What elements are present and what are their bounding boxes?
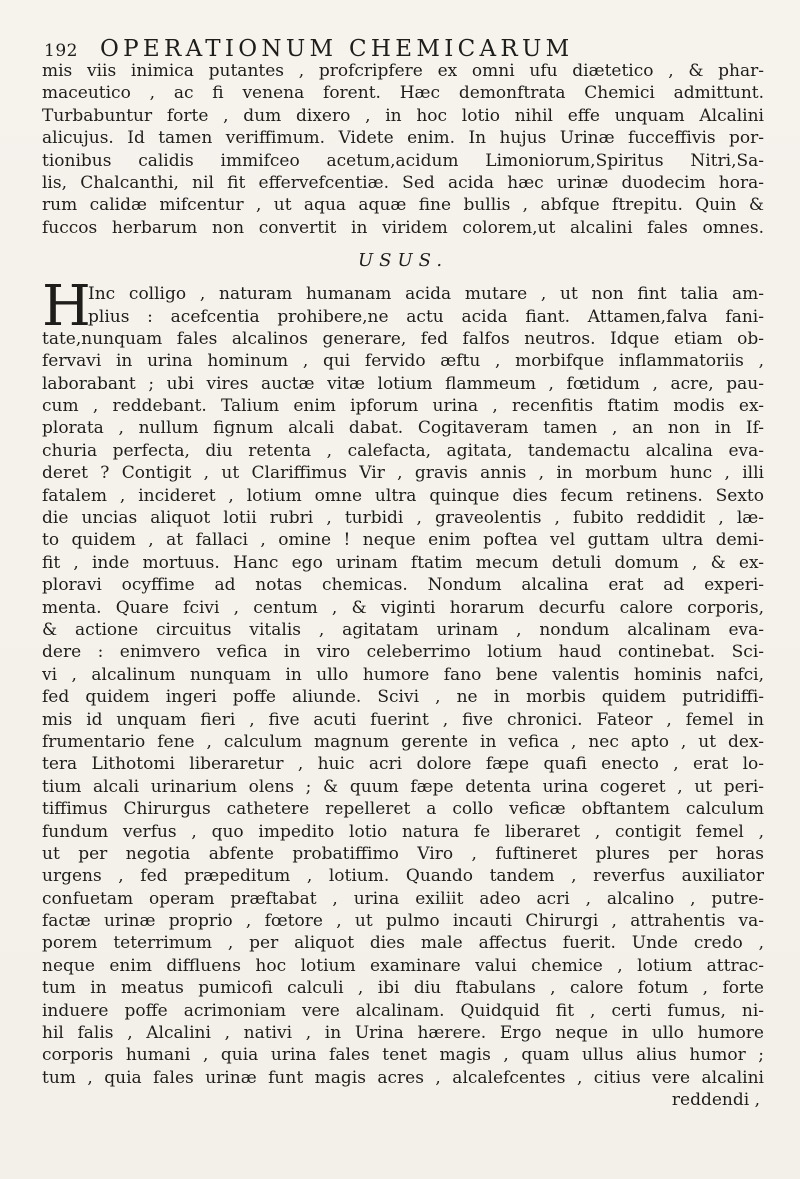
page-number: 192 (44, 41, 78, 61)
text-line: tium alcali urinarium olens ; & quum fæpe detenta urina cogeret , ut peri- (42, 776, 764, 797)
usus-lines (42, 274, 764, 1089)
text-line: vi , alcalinum nunquam in ullo humore fano bene valentis hominis nafci, (42, 664, 764, 685)
text-line: ut per negotia abfente probatiffimo Viro , fuftineret plures per horas (42, 843, 764, 864)
text-line: & actione circuitus vitalis , agitatam urinam , nondum alcalinam eva- (42, 619, 764, 640)
usus-paragraph (42, 274, 764, 1089)
text-line: cum , reddebant. Talium enim ipforum urina , recenfitis ftatim modis ex- (42, 396, 764, 417)
text-line: churia perfecta, diu retenta , calefacta, agitata, tandemactu alcalina eva- (42, 440, 764, 461)
text-line: tum , quia fales urinæ funt magis acres , alcalefcentes , citius vere alcalini (42, 1067, 764, 1088)
text-line: urgens , fed præpeditum , lotium. Quando tandem , reverfus auxiliator (42, 866, 764, 887)
text-line: alicujus. Id tamen veriffimum. Videte enim. In hujus Urinæ fucceffivis por- (42, 128, 764, 149)
running-head: OPERATIONUM CHEMICARUM (99, 36, 574, 62)
text-line: fatalem , incideret , lotium omne ultra quinque dies fecum retinens. Sexto (42, 485, 764, 506)
text-line: induere poffe acrimoniam vere alcalinam. Quidquid fit , certi fumus, ni- (42, 1000, 764, 1021)
text-line: fed quidem ingeri poffe aliunde. Scivi , ne in morbis quidem putridiffi- (42, 687, 764, 708)
text-line: tera Lithotomi liberaretur , huic acri dolore fæpe quafi enecto , erat lo- (42, 754, 764, 775)
text-line: mis id unquam fieri , five acuti fuerint , five chronici. Fateor , femel in (42, 709, 764, 730)
text-line: fuccos herbarum non convertit in viridem colorem,ut alcalini fales omnes. (42, 217, 764, 238)
text-line: plorata , nullum fignum alcali dabat. Cogitaveram tamen , an non in If- (42, 418, 764, 439)
text-line: fundum verfus , quo impedito lotio natura fe liberaret , contigit femel , (42, 821, 764, 842)
text-line: frumentario fene , calculum magnum gerente in vefica , nec apto , ut dex- (42, 731, 764, 752)
text-line: fervavi in urina hominum , qui fervido æftu , morbifque inflammatoriis , (42, 351, 764, 372)
text-line: laborabant ; ubi vires auctæ vitæ lotium flammeum , fœtidum , acre, pau- (42, 373, 764, 394)
text-line: Inc colligo , naturam humanam acida mutare , ut non fint talia am- (88, 284, 764, 305)
text-line: fit , inde mortuus. Hanc ego urinam ftatim mecum detuli domum , & ex- (42, 552, 764, 573)
page-header (44, 36, 764, 62)
text-line: porem teterrimum , per aliquot dies male affectus fuerit. Unde credo , (42, 933, 764, 954)
catchword: reddendi , (671, 1090, 760, 1111)
text-line: tionibus calidis immifceo acetum,acidum Limoniorum,Spiritus Nitri,Sa- (42, 150, 764, 171)
text-line: rum calidæ mifcentur , ut aqua aquæ fine bullis , abfque ftrepitu. Quin & (42, 195, 764, 216)
text-line: maceutico , ac fi venena forent. Hæc demonftrata Chemici admittunt. (42, 83, 764, 104)
text-line: to quidem , at fallaci , omine ! neque enim poftea vel guttam ultra demi- (42, 530, 764, 551)
text-line: tum in meatus pumicofi calculi , ibi diu ftabulans , calore fotum , forte (42, 978, 764, 999)
body-text (42, 60, 764, 1112)
drop-cap: H (42, 274, 91, 340)
text-line: die uncias aliquot lotii rubri , turbidi , graveolentis , fubito reddidit , læ- (42, 508, 764, 529)
text-line: corporis humani , quia urina fales tenet magis , quam ullus alius humor ; (42, 1045, 764, 1066)
text-line: factæ urinæ proprio , fœtore , ut pulmo incauti Chirurgi , attrahentis va- (42, 911, 764, 932)
intro-paragraph (42, 60, 764, 239)
text-line: confuetam operam præftabat , urina exiliit adeo acri , alcalino , putre- (42, 888, 764, 909)
text-line: menta. Quare fcivi , centum , & viginti horarum decurfu calore corporis, (42, 597, 764, 618)
text-line: neque enim diffluens hoc lotium examinare valui chemice , lotium attrac- (42, 955, 764, 976)
section-heading: USUS. (357, 250, 449, 272)
text-line: mis viis inimica putantes , profcripfere ex omni ufu diætetico , & phar- (42, 61, 764, 81)
text-line: Turbabuntur forte , dum dixero , in hoc lotio nihil effe unquam Alcalini (42, 105, 764, 126)
text-line: hil falis , Alcalini , nativi , in Urina hærere. Ergo neque in ullo humore (42, 1023, 764, 1044)
text-line: deret ? Contigit , ut Clariffimus Vir , gravis annis , in morbum hunc , illi (42, 463, 764, 484)
text-line: ploravi ocyffime ad notas chemicas. Nondum alcalina erat ad experi- (42, 575, 764, 596)
text-line: plius : acefcentia prohibere,ne actu acida fiant. Attamen,falva fani- (88, 306, 764, 327)
text-line: dere : enimvero vefica in viro celeberrimo lotium haud continebat. Sci- (42, 642, 764, 663)
text-line: tiffimus Chirurgus cathetere repelleret a collo veficæ obftantem calculum (42, 799, 764, 820)
text-line: lis, Chalcanthi, nil fit effervefcentiæ. Sed acida hæc urinæ duodecim hora- (42, 172, 764, 193)
text-line: tate,nunquam fales alcalinos generare, fed falfos neutros. Idque etiam ob- (42, 328, 764, 349)
